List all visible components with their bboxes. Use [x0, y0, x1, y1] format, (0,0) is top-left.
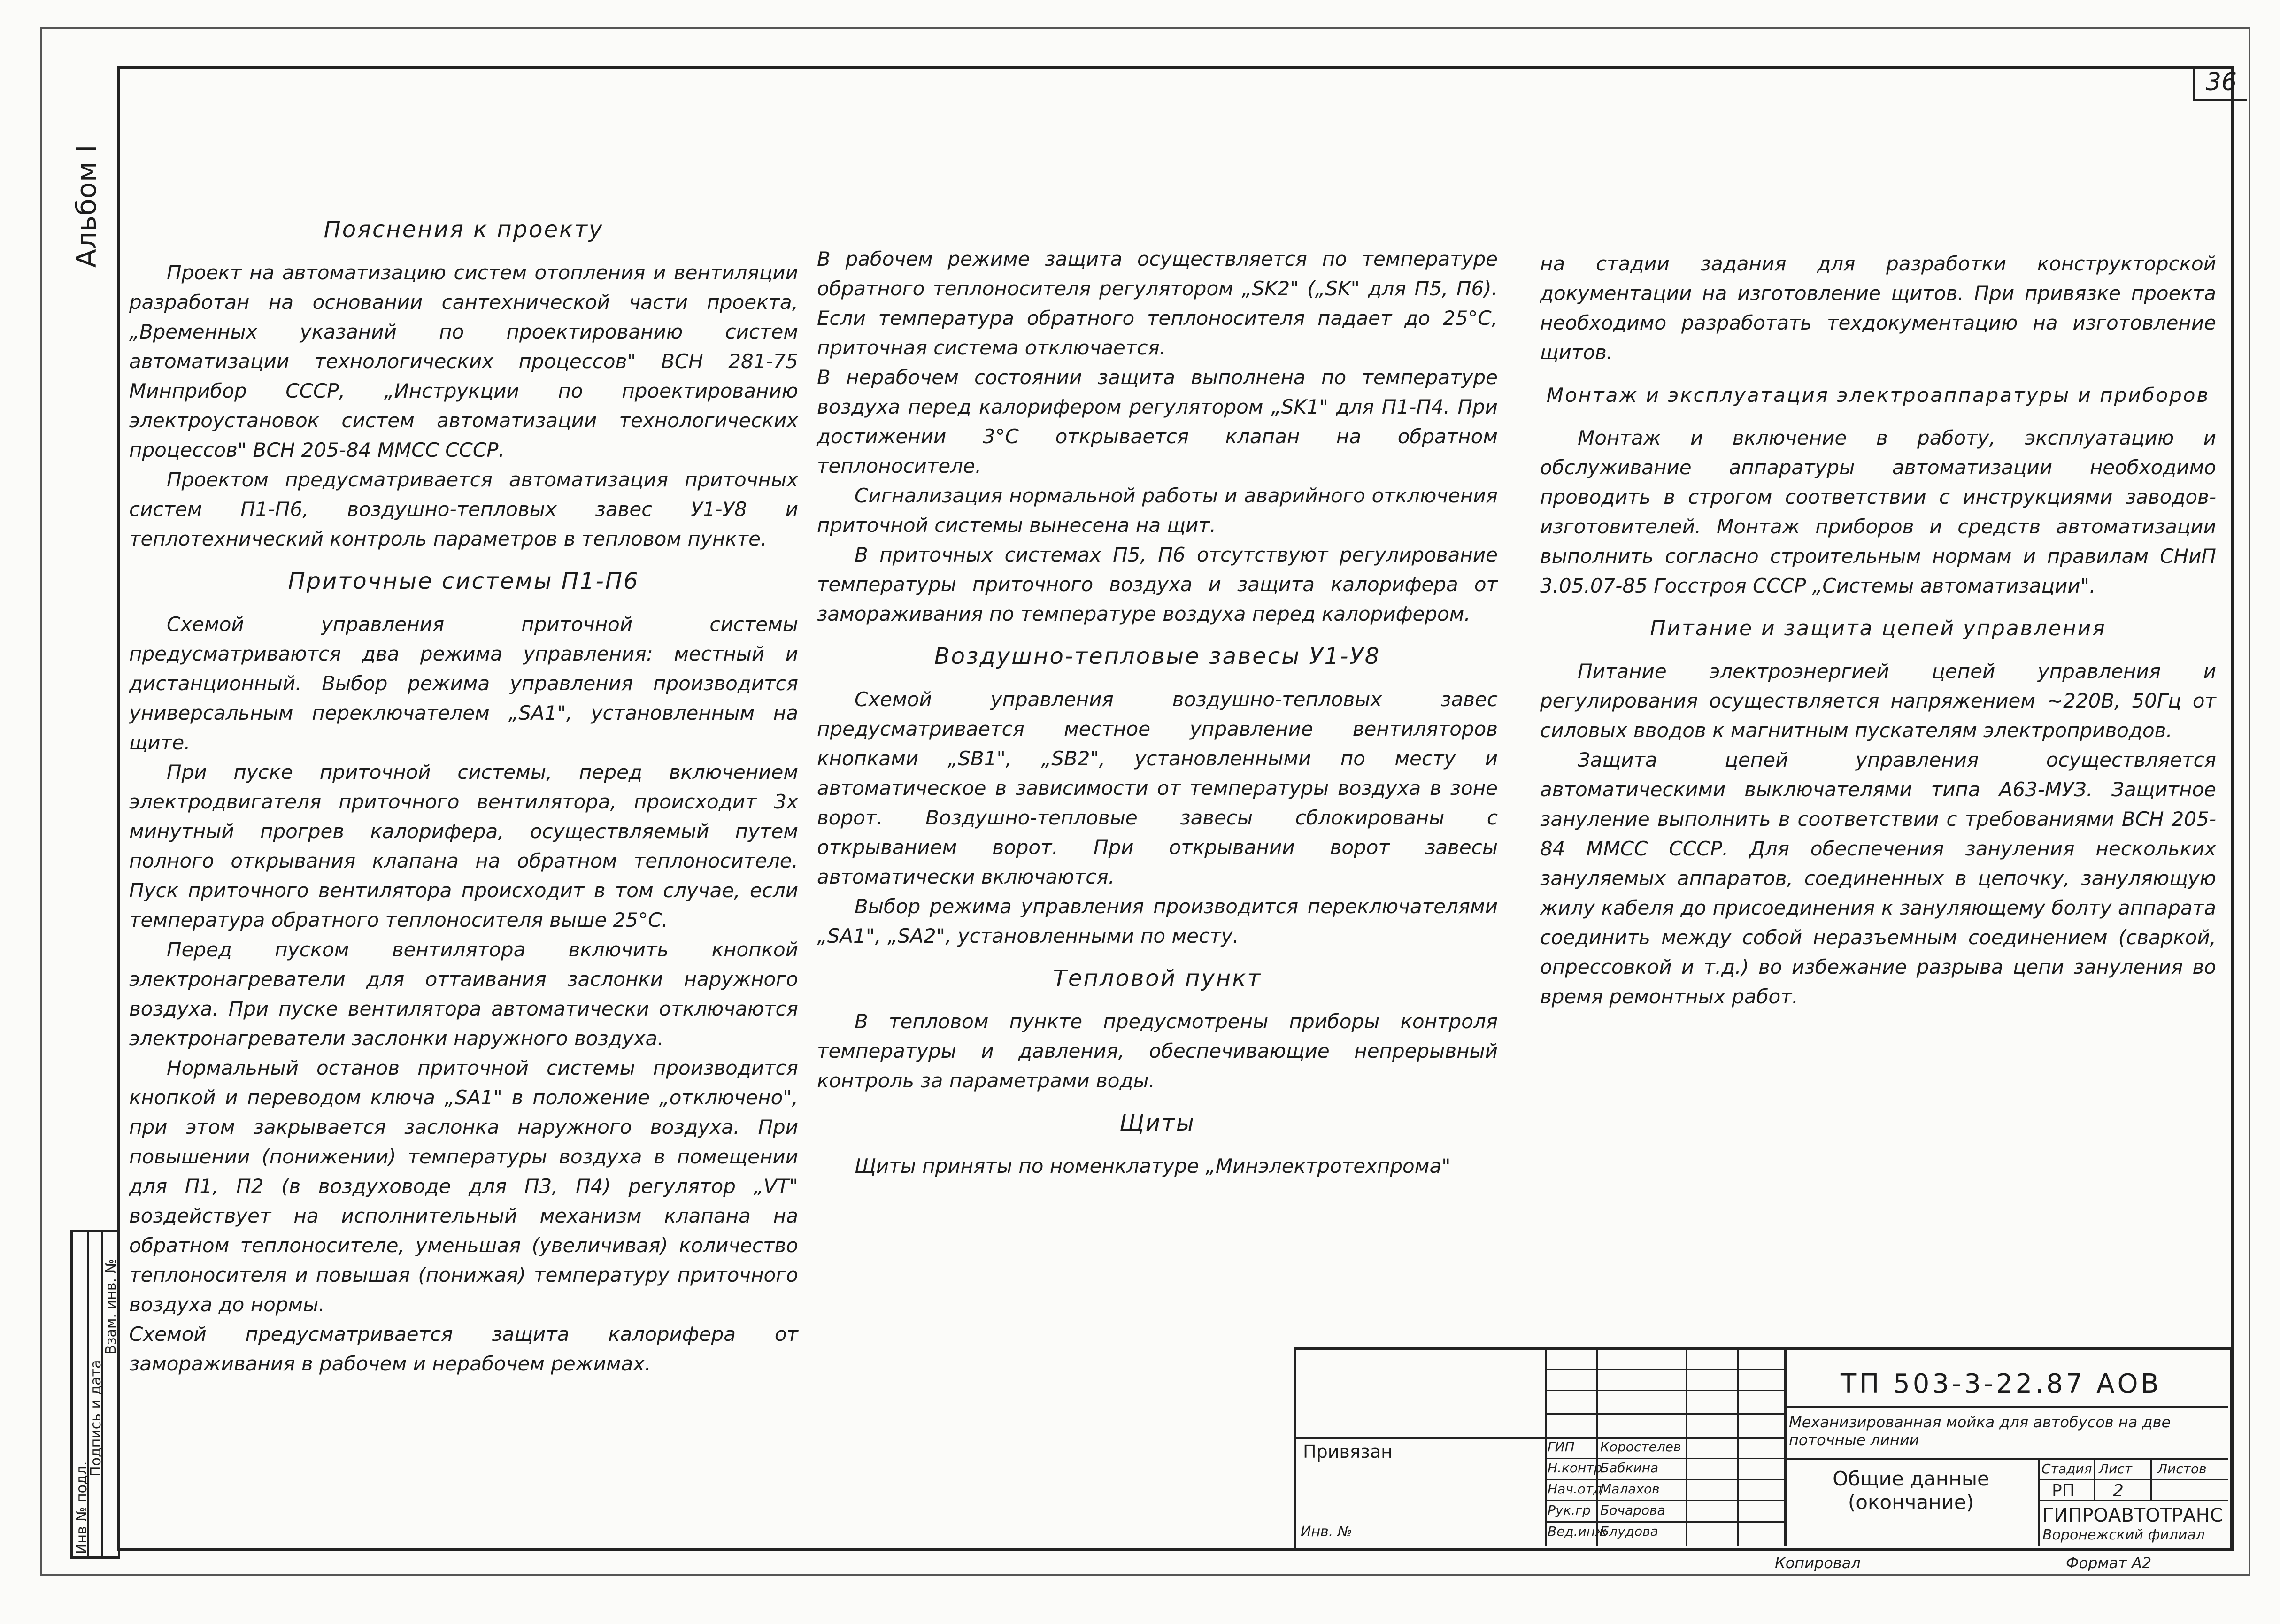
left-stamp-strip [70, 1230, 120, 1559]
inv-label: Инв. № [1301, 1524, 1353, 1540]
format-label: Формат А2 [2066, 1554, 2152, 1572]
signature-name: Малахов [1600, 1481, 1660, 1497]
column-2 [817, 244, 1498, 1181]
section-title-supply-systems: Приточные системы П1-П6 [288, 568, 639, 594]
signature-name: Блудова [1600, 1524, 1658, 1539]
signature-role: ГИП [1548, 1439, 1575, 1455]
signature-role: Вед.инж [1548, 1524, 1607, 1539]
signature-name: Бочарова [1600, 1502, 1665, 1518]
paragraph: В приточных системах П5, П6 отсутствуют регулирование температуры приточного воздуха и защита калорифера от замораживания по температуре воздуха перед калорифером. [817, 543, 1498, 625]
paragraph: Защита цепей управления осуществляется автоматическими выключателями типа А63-МУЗ. Защитное зануление выполнить в соответствии с требованиями ВСН 205-84 ММСС СССР. Для обеспечения зануления нескольких зануляемых аппаратов, соединенных в цепочку, зануляющую жилу кабеля до присоединения к зануляющему болту аппарата соединить между собой неразъемным соединением (сваркой, опрессовкой и т.д.) во избежание разрыва цепи зануления во время ремонтных работ. [1540, 748, 2216, 1008]
album-label [70, 127, 113, 282]
paragraph: В рабочем режиме защита осуществляется по температуре обратного теплоносителя регулятором „SK2" („SK" для П5, П6). Если температура обратного теплоносителя падает до 25°С, приточная система отключается. [817, 247, 1498, 359]
section-title-explanations: Пояснения к проекту [324, 216, 604, 243]
stage-label: Стадия [2041, 1461, 2092, 1477]
paragraph: В нерабочем состоянии защита выполнена по температуре воздуха перед калорифером регулятором „SK1" для П1-П4. При достижении 3°С открывается клапан на обратном теплоносителе. [817, 366, 1498, 477]
paragraph: Схемой управления приточной системы предусматриваются два режима управления: местный и дистанционный. Выбор режима управления производится универсальным переключателем „SA1", установленным на щите. [129, 613, 798, 754]
paragraph: Проект на автоматизацию систем отопления и вентиляции разработан на основании сантехнической части проекта, „Временных указаний по проектированию систем автоматизации технологических процессов" ВСН 281-75 Минприбор СССР, „Инструкции по проектированию электроустановок систем автоматизации технологических процессов" ВСН 205-84 ММСС СССР. [129, 261, 798, 462]
section-title-installation: Монтаж и эксплуатация электроаппаратуры и приборов [1546, 384, 2210, 407]
doc-code: ТП 503-3-22.87 АОВ [1841, 1369, 2162, 1399]
sheets-label: Листов [2157, 1461, 2207, 1477]
paragraph: Нормальный останов приточной системы производится кнопкой и переводом ключа „SA1" в положение „отключено", при этом закрывается заслонка наружного воздуха. При повышении (понижении) температуры воздуха в помещении для П1, П2 (в воздуховоде для П3, П4) регулятор „VT" воздействует на исполнительный механизм клапана на обратном теплоносителе, уменьшая (увеличивая) количество теплоносителя и повышая (понижая) температуру приточного воздуха до нормы. [129, 1056, 798, 1316]
organization: ГИПРОАВТОТРАНС [2042, 1505, 2223, 1526]
paragraph: Сигнализация нормальной работы и аварийного отключения приточной системы вынесена на щит. [817, 484, 1498, 537]
signature-role: Н.контр [1548, 1460, 1602, 1476]
paragraph: Питание электроэнергией цепей управления и регулирования осуществляется напряжением ~220В, 50Гц от силовых вводов к магнитным пускателям электроприводов. [1540, 660, 2216, 742]
signature-name: Коростелев [1600, 1439, 1681, 1455]
paragraph: Выбор режима управления производится переключателями „SA1", „SA2", установленными по месту. [817, 895, 1498, 947]
column-1 [129, 202, 798, 1378]
section-title-power: Питание и защита цепей управления [1650, 616, 2106, 640]
paragraph: на стадии задания для разработки конструкторской документации на изготовление щитов. При привязке проекта необходимо разработать техдокументацию на изготовление щитов. [1540, 252, 2216, 364]
strip-sign-date: Подпись и дата [88, 1360, 104, 1477]
paragraph: Проектом предусматривается автоматизация приточных систем П1-П6, воздушно-тепловых завес У1-У8 и теплотехнический контроль параметров в тепловом пункте. [129, 468, 798, 550]
paragraph: Монтаж и включение в работу, эксплуатацию и обслуживание аппаратуры автоматизации необходимо проводить в строгом соответствии с инструкциями заводов-изготовителей. Монтаж приборов и средств автоматизации выполнить согласно строительным нормам и правилам СНиП 3.05.07-85 Госстроя СССР „Системы автоматизации". [1540, 426, 2216, 597]
strip-inv-orig: Инв № подл. [74, 1461, 90, 1554]
paragraph: В тепловом пункте предусмотрены приборы контроля температуры и давления, обеспечивающие непрерывный контроль за параметрами воды. [817, 1010, 1498, 1092]
album-text: Альбом I [70, 145, 102, 268]
page-number: 36 [2193, 66, 2247, 101]
signature-name: Бабкина [1600, 1460, 1659, 1476]
paragraph: Щиты приняты по номенклатуре „Минэлектротехпрома" [855, 1155, 1451, 1178]
signature-role: Нач.отд [1548, 1481, 1602, 1497]
section-title-panels: Щиты [1119, 1110, 1195, 1136]
paragraph: Схемой предусматривается защита калорифера от замораживания в рабочем и нерабочем режимах. [129, 1323, 798, 1375]
strip-vzam: Взам. инв. № [103, 1259, 119, 1355]
section-title-air-curtains: Воздушно-тепловые завесы У1-У8 [934, 643, 1381, 670]
stage-value: РП [2052, 1481, 2075, 1501]
paragraph: Перед пуском вентилятора включить кнопкой электронагреватели для оттаивания заслонки наружного воздуха. При пуске вентилятора автоматически отключаются электронагреватели заслонки наружного воздуха. [129, 938, 798, 1050]
sheet-label: Лист [2099, 1461, 2132, 1477]
paragraph: При пуске приточной системы, перед включением электродвигателя приточного вентилятора, происходит 3х минутный прогрев калорифера, осуществляемый путем полного открывания клапана на обратном теплоносителе. Пуск приточного вентилятора происходит в том случае, если температура обратного теплоносителя выше 25°С. [129, 761, 798, 931]
doc-title: Общие данные (окончание) [1833, 1467, 1989, 1514]
signature-role: Рук.гр [1548, 1502, 1591, 1518]
column-3 [1540, 249, 2216, 1011]
copied-label: Копировал [1775, 1554, 1861, 1572]
project-name: Механизированная мойка для автобусов на две поточные линии [1789, 1413, 2171, 1449]
paragraph: Схемой управления воздушно-тепловых завес предусматривается местное управление вентиляторов кнопками „SB1", „SB2", установленными по месту и автоматическое в зависимости от температуры воздуха в зоне ворот. Воздушно-тепловые завесы сблокированы с открыванием ворот. При открывании ворот завесы автоматически включаются. [817, 688, 1498, 888]
privyazan-label: Привязан [1303, 1441, 1393, 1462]
section-title-heat-point: Тепловой пункт [1053, 965, 1262, 992]
sheet-value: 2 [2113, 1481, 2124, 1501]
branch: Воронежский филиал [2042, 1527, 2205, 1543]
